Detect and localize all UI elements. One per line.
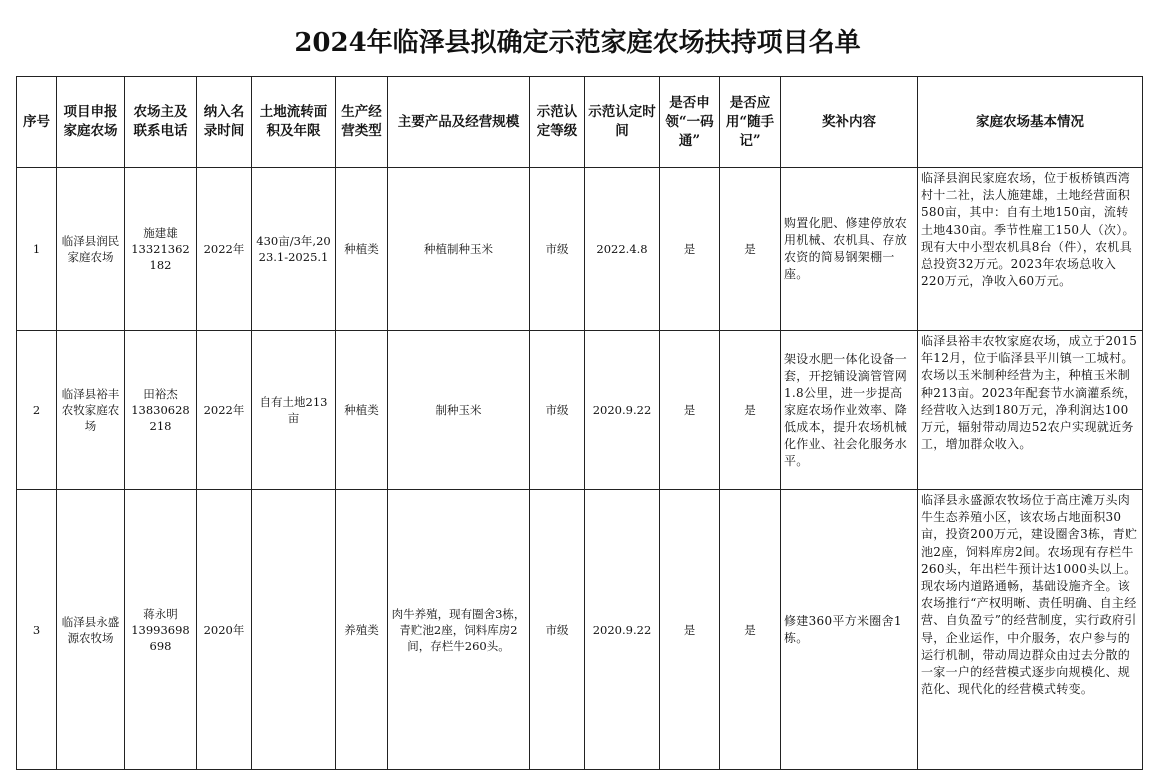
header-date: 示范认定时间 bbox=[585, 77, 660, 168]
cell-date: 2020.9.22 bbox=[585, 490, 660, 770]
cell-yimatong: 是 bbox=[660, 168, 720, 331]
cell-serial: 1 bbox=[17, 168, 57, 331]
table-row bbox=[17, 331, 1143, 490]
cell-product: 肉牛养殖，现有圈舍3栋，青贮池2座，饲料库房2间，存栏牛260头。 bbox=[388, 490, 530, 770]
header-serial: 序号 bbox=[17, 77, 57, 168]
document-title: 2024年临泽县拟确定示范家庭农场扶持项目名单 bbox=[294, 28, 861, 58]
header-yimatong: 是否申领“一码通” bbox=[660, 77, 720, 168]
cell-basic-info: 临泽县润民家庭农场，位于板桥镇西湾村十二社，法人施建雄，土地经营面积580亩，其中：自有土地150亩，流转土地430亩。季节性雇工150人（次）。现有大中小型农机具8台（件），农机具总投资32万元。2023年农场总收入220万元，净收入60万元。 bbox=[918, 168, 1143, 331]
cell-farm: 临泽县永盛源农牧场 bbox=[57, 490, 125, 770]
header-subsidy: 奖补内容 bbox=[781, 77, 918, 168]
owner-phone: 13993698698 bbox=[131, 622, 190, 653]
cell-product: 制种玉米 bbox=[388, 331, 530, 490]
header-farm: 项目申报家庭农场 bbox=[57, 77, 125, 168]
project-table bbox=[16, 76, 1143, 770]
header-level: 示范认定等级 bbox=[530, 77, 585, 168]
cell-suishouji: 是 bbox=[720, 490, 781, 770]
cell-serial: 2 bbox=[17, 331, 57, 490]
cell-level: 市级 bbox=[530, 331, 585, 490]
header-land: 土地流转面积及年限 bbox=[252, 77, 336, 168]
cell-date: 2022.4.8 bbox=[585, 168, 660, 331]
cell-date: 2020.9.22 bbox=[585, 331, 660, 490]
owner-phone: 13321362182 bbox=[131, 242, 190, 272]
cell-farm: 临泽县裕丰农牧家庭农场 bbox=[57, 331, 125, 490]
header-row bbox=[17, 77, 1143, 168]
owner-name: 施建雄 bbox=[143, 226, 178, 240]
cell-suishouji: 是 bbox=[720, 331, 781, 490]
header-type: 生产经营类型 bbox=[336, 77, 388, 168]
table-row bbox=[17, 490, 1143, 770]
cell-land: 自有土地213亩 bbox=[252, 331, 336, 490]
cell-owner bbox=[125, 490, 197, 770]
header-product: 主要产品及经营规模 bbox=[388, 77, 530, 168]
cell-type: 种植类 bbox=[336, 168, 388, 331]
cell-subsidy: 架设水肥一体化设备一套，开挖铺设滴管管网1.8公里，进一步提高家庭农场作业效率、降低成本，提升农场机械化作业、社会化服务水平。 bbox=[781, 331, 918, 490]
cell-farm: 临泽县润民家庭农场 bbox=[57, 168, 125, 331]
cell-level: 市级 bbox=[530, 168, 585, 331]
cell-subsidy: 购置化肥、修建停放农用机械、农机具、存放农资的简易钢架棚一座。 bbox=[781, 168, 918, 331]
owner-phone: 13830628218 bbox=[131, 403, 190, 433]
cell-owner bbox=[125, 168, 197, 331]
cell-basic-info: 临泽县裕丰农牧家庭农场，成立于2015年12月，位于临泽县平川镇一工城村。农场以玉米制种经营为主，种植玉米制种213亩。2023年配套节水滴灌系统，经营收入达到180万元，净利润达100万元，辐射带动周边52农户实现就近务工，增加群众收入。 bbox=[918, 331, 1143, 490]
header-suishouji: 是否应用“随手记” bbox=[720, 77, 781, 168]
cell-subsidy: 修建360平方米圈舍1栋。 bbox=[781, 490, 918, 770]
cell-suishouji: 是 bbox=[720, 168, 781, 331]
cell-type: 种植类 bbox=[336, 331, 388, 490]
cell-basic-info: 临泽县永盛源农牧场位于高庄滩万头肉牛生态养殖小区，该农场占地面积30亩，投资200万元，建设圈舍3栋，青贮池2座，饲料库房2间。农场现有存栏牛260头，年出栏牛预计达1000头以上。现农场内道路通畅，基础设施齐全。该农场推行“产权明晰、责任明确、自主经营、自负盈亏”的经营制度，实行政府引导，企业运作，中介服务，农户参与的运行机制，带动周边群众由过去分散的一家一户的经营模式逐步向规模化、规范化、现代化的经营模式转变。 bbox=[918, 490, 1143, 770]
cell-listed-time: 2020年 bbox=[197, 490, 252, 770]
cell-level: 市级 bbox=[530, 490, 585, 770]
cell-serial: 3 bbox=[17, 490, 57, 770]
owner-name: 田裕杰 bbox=[143, 387, 178, 401]
cell-type: 养殖类 bbox=[336, 490, 388, 770]
cell-product: 种植制种玉米 bbox=[388, 168, 530, 331]
table-row bbox=[17, 168, 1143, 331]
header-owner: 农场主及联系电话 bbox=[125, 77, 197, 168]
owner-name: 蒋永明 bbox=[143, 606, 178, 621]
cell-yimatong: 是 bbox=[660, 490, 720, 770]
header-listed-time: 纳入名录时间 bbox=[197, 77, 252, 168]
cell-listed-time: 2022年 bbox=[197, 168, 252, 331]
cell-yimatong: 是 bbox=[660, 331, 720, 490]
cell-owner bbox=[125, 331, 197, 490]
cell-listed-time: 2022年 bbox=[197, 331, 252, 490]
header-basic-info: 家庭农场基本情况 bbox=[918, 77, 1143, 168]
cell-land bbox=[252, 490, 336, 770]
cell-land: 430亩/3年,2023.1-2025.1 bbox=[252, 168, 336, 331]
